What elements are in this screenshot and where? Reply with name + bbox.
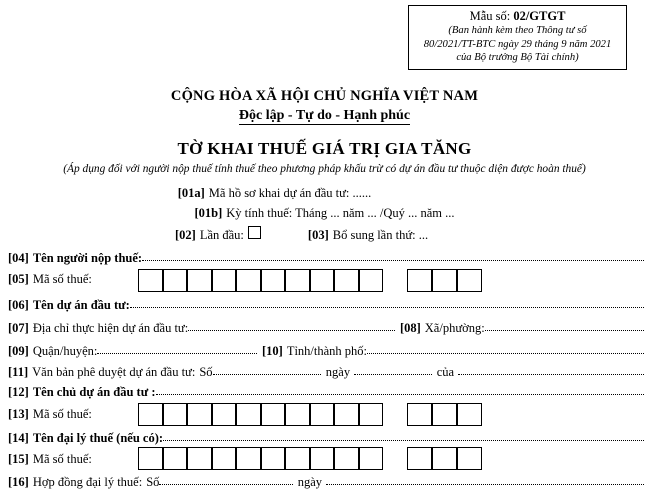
tax-code-main-group	[138, 403, 383, 426]
tax-code-cell	[359, 447, 384, 470]
tax-code-cell	[285, 403, 310, 426]
field-13-code: [13]	[8, 407, 29, 421]
spacer	[383, 269, 407, 292]
tax-code-cell	[163, 447, 188, 470]
first-time-checkbox[interactable]	[248, 226, 261, 239]
tax-code-cell	[163, 403, 188, 426]
form-number-label: Mẫu số:	[469, 9, 511, 23]
tax-code-cell	[285, 447, 310, 470]
field-16-number-fill	[159, 482, 292, 485]
field-04-label: Tên người nộp thuế:	[32, 251, 143, 265]
tax-code-branch-group	[407, 403, 482, 426]
field-09-code: [09]	[8, 344, 29, 358]
field-11-label: Văn bản phê duyệt dự án đầu tư:	[32, 365, 196, 379]
circular-reference-line1: (Ban hành kèm theo Thông tư số	[448, 25, 587, 36]
field-07-fill-line	[188, 328, 395, 331]
field-10-code: [10]	[261, 344, 283, 358]
field-row-13	[8, 407, 92, 422]
field-07-code: [07]	[8, 321, 29, 335]
field-06-label: Tên dự án đầu tư:	[32, 298, 130, 312]
tax-code-cell	[261, 269, 286, 292]
field-row-11	[8, 365, 644, 380]
field-16-date-fill	[326, 482, 644, 485]
tax-code-main-group	[138, 447, 383, 470]
field-15-label: Mã số thuế:	[32, 452, 92, 466]
field-01a-code: [01a]	[177, 186, 205, 200]
tax-code-cell	[457, 447, 482, 470]
tax-code-cell	[236, 403, 261, 426]
field-09-label: Quận/huyện:	[32, 344, 98, 358]
field-11-number-fill	[213, 372, 321, 375]
tax-code-cell	[432, 447, 457, 470]
field-01a	[0, 186, 599, 201]
field-row-14	[8, 431, 644, 446]
tax-code-cell	[138, 447, 163, 470]
tax-code-cell	[138, 403, 163, 426]
tax-code-cell	[407, 269, 432, 292]
tax-code-cell	[334, 269, 359, 292]
field-03-label: Bổ sung lần thứ: ...	[332, 228, 429, 242]
tax-code-cell	[407, 447, 432, 470]
field-01b-code: [01b]	[194, 206, 223, 220]
tax-code-boxes-15	[138, 447, 482, 470]
field-row-09-10	[8, 344, 644, 359]
field-02-label: Lần đầu:	[199, 228, 244, 242]
tax-code-branch-group	[407, 269, 482, 292]
field-12-code: [12]	[8, 385, 29, 399]
circular-reference-line3: của Bộ trưởng Bộ Tài chính)	[456, 52, 579, 63]
field-05-code: [05]	[8, 272, 29, 286]
field-16-date-label: ngày	[297, 475, 323, 489]
tax-code-cell	[212, 403, 237, 426]
field-07-label: Địa chỉ thực hiện dự án đầu tư:	[32, 321, 189, 335]
form-number-line	[409, 9, 626, 24]
field-14-fill-line	[163, 438, 644, 441]
tax-code-cell	[334, 447, 359, 470]
field-01a-value: ......	[352, 186, 372, 200]
field-04-fill-line	[142, 258, 644, 261]
field-11-issuer-label: của	[436, 365, 455, 379]
tax-code-cell	[334, 403, 359, 426]
tax-code-cell	[407, 403, 432, 426]
field-13-label: Mã số thuế:	[32, 407, 92, 421]
tax-code-cell	[310, 447, 335, 470]
tax-code-branch-group	[407, 447, 482, 470]
page-title: TỜ KHAI THUẾ GIÁ TRỊ GIA TĂNG	[177, 139, 472, 158]
tax-code-cell	[310, 403, 335, 426]
field-row-05	[8, 272, 92, 287]
field-11-date-fill	[354, 372, 432, 375]
field-row-06	[8, 298, 644, 313]
field-09-fill-line	[97, 351, 257, 354]
field-04-code: [04]	[8, 251, 29, 265]
field-16-number-label: Số	[146, 475, 160, 489]
national-motto: Độc lập - Tự do - Hạnh phúc	[238, 108, 411, 123]
field-10-label: Tỉnh/thành phố:	[286, 344, 368, 358]
field-row-16	[8, 475, 644, 490]
form-number-value: 02/GTGT	[513, 9, 566, 23]
field-11-issuer-fill	[458, 372, 644, 375]
tax-code-cell	[432, 269, 457, 292]
tax-code-boxes-13	[138, 403, 482, 426]
field-16-code: [16]	[8, 475, 29, 489]
tax-code-cell	[285, 269, 310, 292]
circular-reference-line2: 80/2021/TT-BTC ngày 29 tháng 9 năm 2021	[423, 38, 612, 50]
field-12-label: Tên chủ dự án đầu tư :	[32, 385, 156, 399]
field-row-12	[8, 385, 644, 400]
field-12-fill-line	[156, 392, 644, 395]
field-row-15	[8, 452, 92, 467]
field-08-label: Xã/phường:	[424, 321, 485, 335]
tax-code-cell	[212, 447, 237, 470]
field-16-label: Hợp đồng đại lý thuế:	[32, 475, 143, 489]
tax-code-cell	[163, 269, 188, 292]
spacer	[383, 447, 407, 470]
field-14-code: [14]	[8, 431, 29, 445]
tax-code-boxes-05	[138, 269, 482, 292]
field-10-fill-line	[367, 351, 644, 354]
tax-code-cell	[359, 269, 384, 292]
field-row-07-08	[8, 321, 644, 336]
field-08-code: [08]	[399, 321, 421, 335]
field-01b-label: Kỳ tính thuế: Tháng ... năm ... /Quý ... năm ...	[226, 206, 455, 220]
tax-code-cell	[236, 447, 261, 470]
field-11-code: [11]	[8, 365, 29, 379]
tax-code-cell	[261, 403, 286, 426]
spacer	[383, 403, 407, 426]
field-11-number-label: Số	[199, 365, 213, 379]
tax-code-cell	[359, 403, 384, 426]
tax-code-cell	[457, 269, 482, 292]
field-08-fill-line	[485, 328, 644, 331]
tax-code-cell	[261, 447, 286, 470]
page-subtitle: (Áp dụng đối với người nộp thuế tính thuế theo phương pháp khấu trừ có dự án đầu tư thuộc diện được hoàn thuế)	[63, 163, 586, 175]
tax-code-cell	[457, 403, 482, 426]
field-02-code: [02]	[175, 228, 196, 242]
field-06-code: [06]	[8, 298, 29, 312]
field-row-02-03	[175, 226, 428, 243]
tax-code-cell	[187, 447, 212, 470]
field-row-04	[8, 251, 644, 266]
tax-code-cell	[310, 269, 335, 292]
field-15-code: [15]	[8, 452, 29, 466]
tax-code-cell	[236, 269, 261, 292]
field-06-fill-line	[130, 305, 644, 308]
tax-code-cell	[187, 403, 212, 426]
form-number-box	[408, 5, 627, 70]
tax-code-cell	[212, 269, 237, 292]
field-11-date-label: ngày	[325, 365, 351, 379]
tax-code-cell	[187, 269, 212, 292]
field-03-code: [03]	[307, 228, 329, 242]
tax-code-cell	[432, 403, 457, 426]
field-01b	[0, 206, 649, 221]
field-05-label: Mã số thuế:	[32, 272, 92, 286]
field-01a-label: Mã hồ sơ khai dự án đầu tư:	[208, 186, 350, 200]
tax-code-cell	[138, 269, 163, 292]
tax-code-main-group	[138, 269, 383, 292]
national-title: CỘNG HÒA XÃ HỘI CHỦ NGHĨA VIỆT NAM	[170, 88, 479, 104]
field-14-label: Tên đại lý thuế (nếu có):	[32, 431, 164, 445]
